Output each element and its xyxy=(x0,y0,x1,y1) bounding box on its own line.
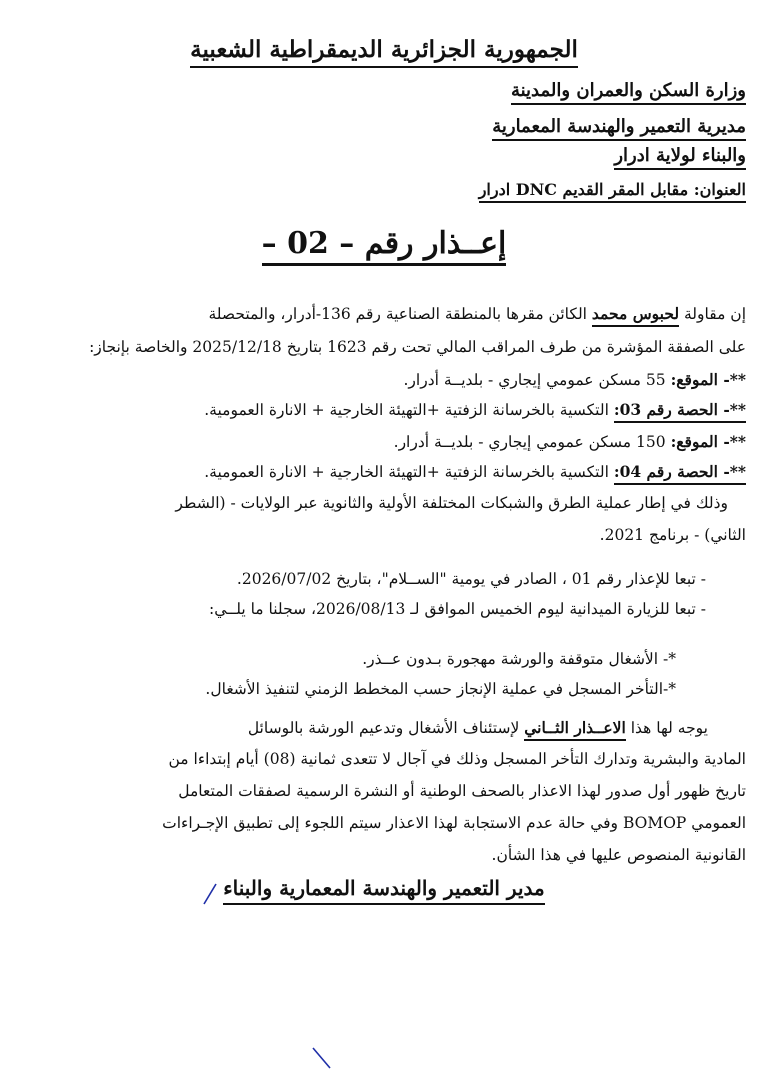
intro-line-1: إن مقاولة لحبوس محمد الكائن مقرها بالمنطقة الصناعية رقم 136-أدرار، والمتحصلة xyxy=(208,304,746,323)
intro-line-2: على الصفقة المؤشرة من طرف المراقب المالي تحت رقم 1623 بتاريخ 2025/12/18 والخاصة بإنجاز: xyxy=(89,338,746,356)
closing-line-4: العمومي BOMOP وفي حالة عدم الاستجابة لهذا الاعذار سيتم اللجوء إلى تطبيق الإجـراءات xyxy=(162,814,746,832)
finding-line: *- الأشغال متوقفة والورشة مهجورة بـدون عــذر. xyxy=(362,650,676,668)
lot-line: **- الموقع: 55 مسكن عمومي إيجاري - بلديــة أدرار. xyxy=(403,370,746,389)
second-notice-phrase: الاعــذار الثــاني xyxy=(524,718,626,741)
directorate-line-2: والبناء لولاية ادرار xyxy=(614,145,746,166)
republic-heading: الجمهورية الجزائرية الديمقراطية الشعبية xyxy=(0,36,768,63)
lot-line: **- الموقع: 150 مسكن عمومي إيجاري - بلديــة أدرار. xyxy=(393,432,746,451)
signature-title: مدير التعمير والهندسة المعمارية والبناء xyxy=(0,876,768,900)
ministry-line: وزارة السكن والعمران والمدينة xyxy=(511,80,746,101)
closing-line-1: يوجه لها هذا الاعــذار الثــاني لإستئناف الأشغال وتدعيم الورشة بالوسائل xyxy=(248,718,708,737)
program-line-1: وذلك في إطار عملية الطرق والشبكات المختلفة الأولية والثانوية عبر الولايات - (الشطر xyxy=(175,494,728,512)
closing-line-2: المادية والبشرية وتدارك التأخر المسجل وذلك في آجال لا تتعدى ثمانية (08) أيام إبتداءا من xyxy=(168,750,746,768)
pen-stroke-mark xyxy=(200,878,220,908)
followup-line: - تبعا للزيارة الميدانية ليوم الخميس الموافق لـ 2026/08/13، سجلنا ما يلــي: xyxy=(208,600,706,618)
directorate-line-1: مديرية التعمير والهندسة المعمارية xyxy=(492,116,746,137)
lot-line: **- الحصة رقم 03: التكسية بالخرسانة الزفتية +التهيئة الخارجية + الانارة العمومية. xyxy=(204,400,746,419)
finding-line: *-التأخر المسجل في عملية الإنجاز حسب المخطط الزمني لتنفيذ الأشغال. xyxy=(205,680,676,698)
program-line-2: الثاني) - برنامج 2021. xyxy=(599,526,746,544)
pen-stroke-mark xyxy=(310,1044,334,1072)
closing-line-3: تاريخ ظهور أول صدور لهذا الاعذار بالصحف الوطنية أو النشرة الرسمية لصفقات المتعامل xyxy=(178,782,746,800)
lot-line: **- الحصة رقم 04: التكسية بالخرسانة الزفتية +التهيئة الخارجية + الانارة العمومية. xyxy=(204,462,746,481)
contractor-name: لحبوس محمد xyxy=(592,304,679,327)
address-line: العنوان: مقابل المقر القديم DNC ادرار xyxy=(479,180,746,199)
followup-line: - تبعا للإعذار رقم 01 ، الصادر في يومية "الســلام"، بتاريخ 2026/07/02. xyxy=(236,570,706,588)
closing-line-5: القانونية المنصوص عليها في هذا الشأن. xyxy=(491,846,746,864)
notice-title: إعــذار رقم – 02 – xyxy=(0,226,768,261)
